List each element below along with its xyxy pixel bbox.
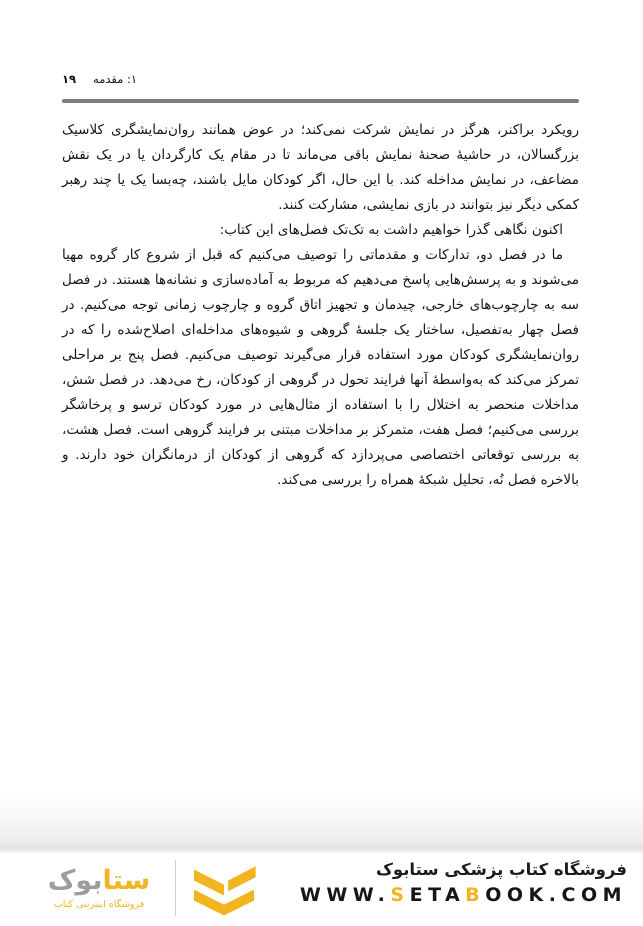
url-segment: ETA	[409, 884, 466, 906]
paragraph: ما در فصل دو، تدارکات و مقدماتی را توصیف می‌کنیم که قبل از شروع کار گروه مهیا می‌شوند و به پرسش‌هایی پاسخ می‌دهیم که مربوط به آماده‌سازی و نشانه‌ها هستند. در فصل سه به چارچوب‌های خارجی، چیدمان و تجهیز اتاق گروه و چارچوب زمانی توجه می‌کنیم. در فصل چهار به‌تفصیل، ساختار یک جلسهٔ گروهی و شیوه‌های مداخله‌ای اصلاح‌شده را که در روان‌نمایشگری کودکان مورد استفاده قرار می‌گیرند توصیف می‌کنیم. فصل پنج بر مراحلی تمرکز می‌کند که به‌واسطهٔ آنها فرایند تحول در گروهی از کودکان، رخ می‌دهد. در فصل شش، مداخلات منحصر به اختلال را با استفاده از مثال‌هایی در مورد کودکان ترسو و پرخاشگر بررسی می‌کنیم؛ فصل هفت، متمرکز بر مداخلات مبتنی بر فرایند گروهی است. فصل هشت، به بررسی توقعاتی اختصاصی می‌پردازد که گروهی از کودکان از درمانگران خود دارند. و بالاخره فصل نُه، تحلیل شبکهٔ همراه را بررسی می‌کند.	[62, 247, 579, 488]
paragraph: اکنون نگاهی گذرا خواهیم داشت به تک‌تک فصل‌های این کتاب:	[219, 222, 563, 238]
store-url	[300, 884, 627, 906]
page-bottom-shadow	[0, 796, 643, 854]
header-rule-divider	[62, 99, 579, 103]
setabook-logo	[34, 858, 261, 918]
url-segment-yellow: B	[465, 884, 486, 906]
chapter-running-title: ۱: مقدمه	[93, 72, 138, 86]
paragraph: رویکرد براکنر، هرگز در نمایش شرکت نمی‌کند؛ در عوض همانند روان‌نمایشگری کلاسیک بزرگسالان، در حاشیهٔ صحنهٔ نمایش باقی می‌ماند تا در مقام یک کارگردان یا در یک نقش مضاعف، در نمایش مداخله کند. با این حال، اگر کودکان مایل باشند، چه‌بسا یک یا چند رهبر کمکی دیگر نیز بتوانند در بازی نمایشی، مشارکت کنند.	[62, 122, 579, 213]
wordmark-part-yellow: ستا	[102, 865, 151, 897]
stacked-chevrons-icon	[187, 858, 261, 918]
setabook-wordmark-block	[34, 866, 164, 910]
wordmark-part-gray: بوک	[47, 865, 103, 897]
url-segment-yellow: S	[390, 884, 410, 906]
logo-separator	[175, 860, 176, 916]
url-segment: WWW.	[299, 884, 391, 906]
setabook-wordmark	[34, 866, 164, 896]
url-segment: OOK.COM	[485, 884, 627, 906]
footer-store-info	[300, 860, 627, 906]
store-title: فروشگاه کتاب پزشکی ستابوک	[376, 860, 627, 879]
running-header	[62, 72, 580, 86]
body-text-block	[62, 118, 579, 493]
footer-branding-strip	[0, 855, 643, 926]
logo-tagline: فروشگاه اینترنتی کتاب	[53, 898, 145, 910]
page-number: ۱۹	[62, 72, 77, 86]
